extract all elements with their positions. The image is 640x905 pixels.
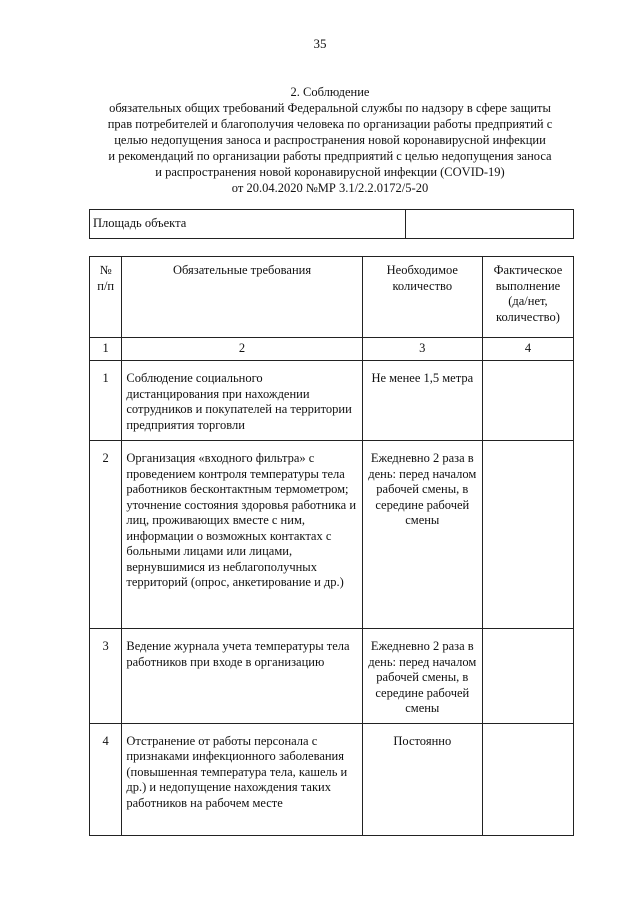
- row-fact[interactable]: [482, 629, 573, 724]
- table-row: [90, 723, 574, 835]
- header-quantity: Необходимое количество: [362, 257, 482, 338]
- row-quantity: Ежедневно 2 раза в день: перед началом рабочей смены, в середине рабочей смены: [362, 441, 482, 629]
- row-number: 2: [90, 441, 122, 629]
- table-header-row: [90, 257, 574, 338]
- row-number: 3: [90, 629, 122, 724]
- row-quantity: Постоянно: [362, 723, 482, 835]
- title-line: 2. Соблюдение: [290, 85, 370, 99]
- column-number-row: [90, 338, 574, 361]
- title-line: и распространения новой коронавирусной инфекции (COVID-19): [155, 165, 505, 179]
- requirements-table: [89, 256, 574, 836]
- column-number: 3: [362, 338, 482, 361]
- row-quantity: Ежедневно 2 раза в день: перед началом рабочей смены, в середине рабочей смены: [362, 629, 482, 724]
- row-fact[interactable]: [482, 441, 573, 629]
- header-requirement: Обязательные требования: [122, 257, 362, 338]
- table-row: [90, 441, 574, 629]
- row-number: 1: [90, 361, 122, 441]
- title-line: от 20.04.2020 №МР 3.1/2.2.0172/5-20: [231, 181, 429, 195]
- object-area-label: Площадь объекта: [90, 210, 406, 239]
- title-line: целью недопущения заноса и распространения новой коронавирусной инфекции: [114, 133, 546, 147]
- row-requirement: Соблюдение социального дистанцирования при нахождении сотрудников и покупателей на территории предприятия торговли: [122, 361, 362, 441]
- row-quantity: Не менее 1,5 метра: [362, 361, 482, 441]
- document-title: [60, 84, 600, 196]
- row-requirement: Организация «входного фильтра» с проведением контроля температуры тела работников бесконтактным термометром; уточнение состояния здоровья работника и лиц, проживающих вместе с ним, информации о возможных контактах с больными лицами или лицами, вернувшимися из неблагополучных территорий (опрос, анкетирование и др.): [122, 441, 362, 629]
- column-number: 2: [122, 338, 362, 361]
- column-number: 4: [482, 338, 573, 361]
- header-fact: Фактическое выполнение (да/нет, количество): [482, 257, 573, 338]
- row-number: 4: [90, 723, 122, 835]
- object-area-table: [89, 209, 574, 239]
- column-number: 1: [90, 338, 122, 361]
- object-area-row: [90, 210, 574, 239]
- title-line: и рекомендаций по организации работы предприятий с целью недопущения заноса: [108, 149, 552, 163]
- row-requirement: Ведение журнала учета температуры тела работников при входе в организацию: [122, 629, 362, 724]
- object-area-value[interactable]: [406, 210, 574, 239]
- header-no: № п/п: [90, 257, 122, 338]
- title-line: прав потребителей и благополучия человека по организации работы предприятий с: [107, 117, 553, 131]
- title-line: обязательных общих требований Федеральной службы по надзору в сфере защиты: [109, 101, 551, 115]
- table-row: [90, 629, 574, 724]
- row-fact[interactable]: [482, 361, 573, 441]
- row-fact[interactable]: [482, 723, 573, 835]
- row-requirement: Отстранение от работы персонала с признаками инфекционного заболевания (повышенная температура тела, кашель и др.) и недопущение нахождения таких работников на рабочем месте: [122, 723, 362, 835]
- page-number: 35: [313, 36, 327, 51]
- table-row: [90, 361, 574, 441]
